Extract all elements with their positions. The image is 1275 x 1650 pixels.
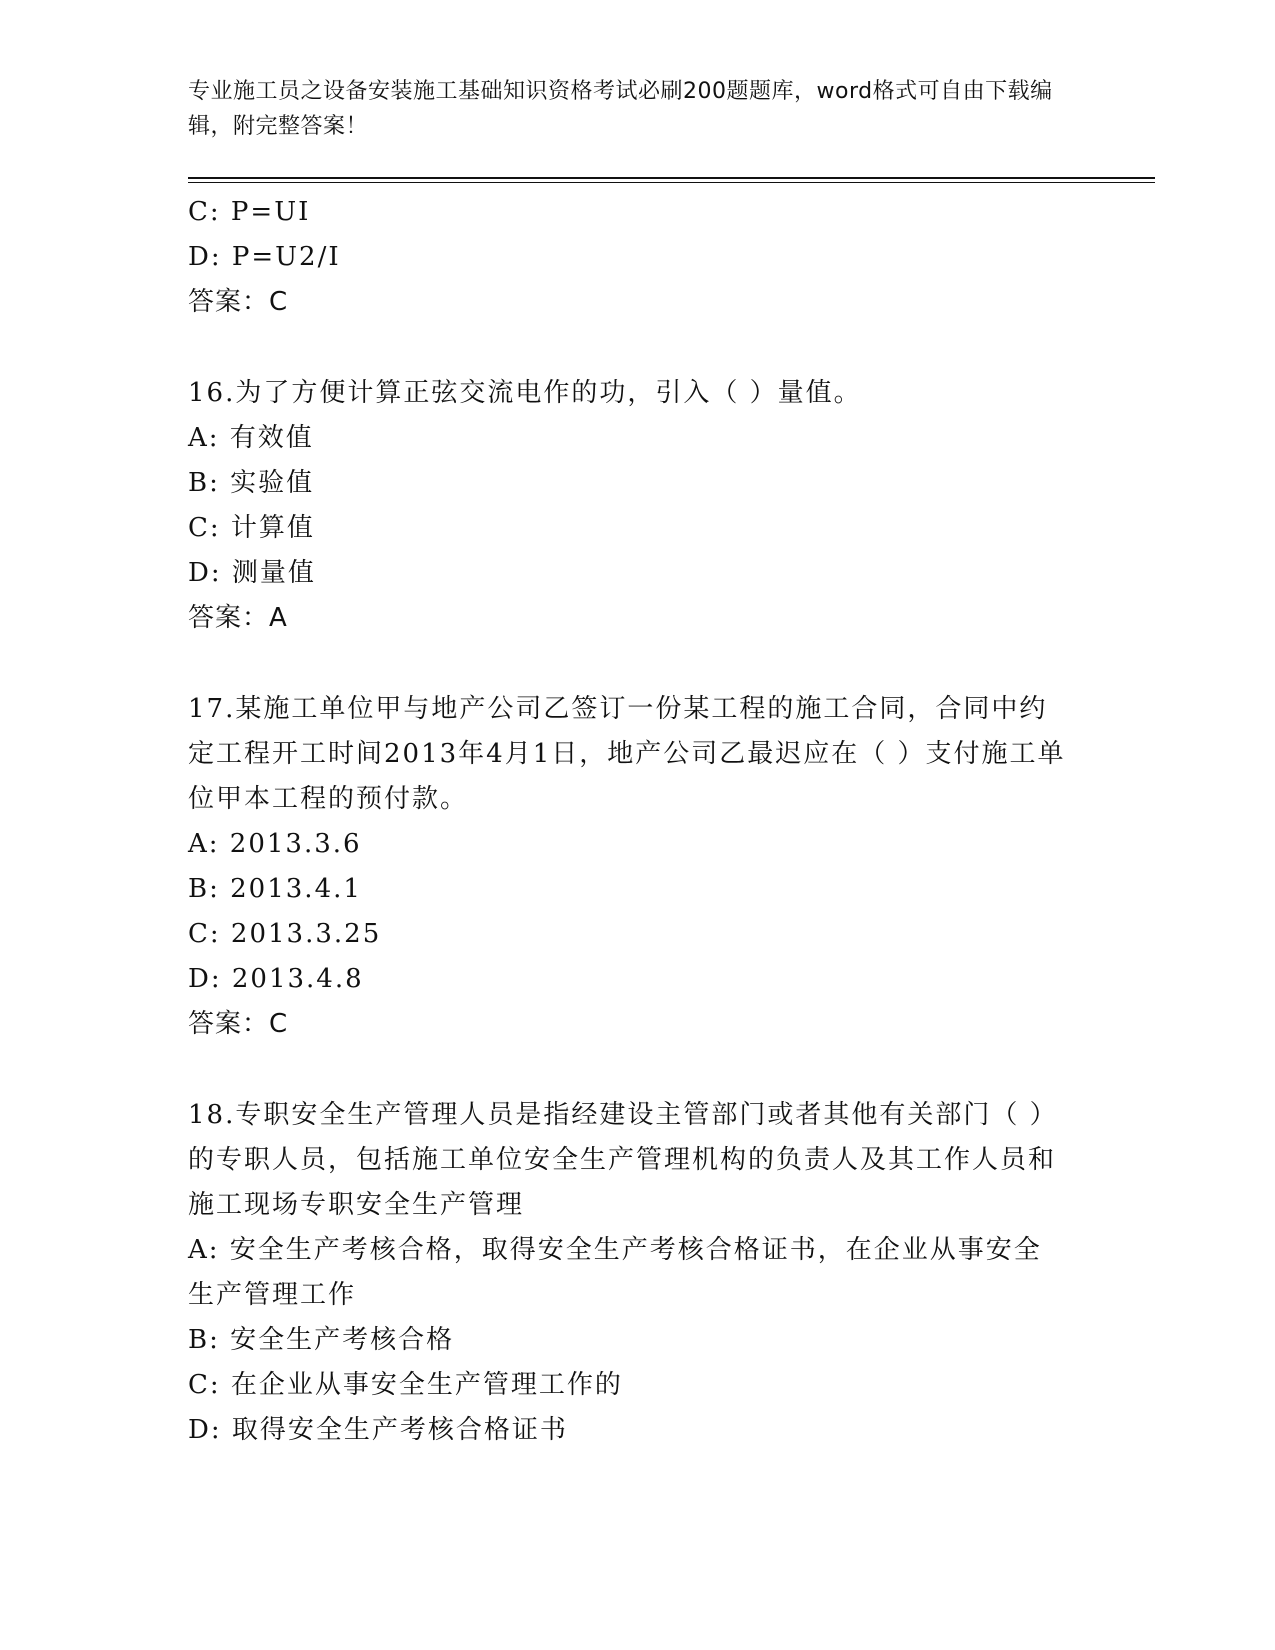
option-b: B: 实验值: [188, 468, 315, 498]
option-b: B: 2013.4.1: [188, 874, 362, 904]
option-c: C: 计算值: [188, 513, 315, 543]
document-body: [188, 190, 1088, 1453]
option-a: A: 安全生产考核合格，取得安全生产考核合格证书，在企业从事安全生产管理工作: [188, 1235, 1042, 1310]
answer: 答案：A: [188, 603, 288, 633]
question-text: 18.专职安全生产管理人员是指经建设主管部门或者其他有关部门（ ）的专职人员，包括施工单位安全生产管理机构的负责人及其工作人员和施工现场专职安全生产管理: [188, 1100, 1058, 1220]
option-d: D: 取得安全生产考核合格证书: [188, 1415, 568, 1445]
option-c: C: P=UI: [188, 197, 311, 227]
option-d: D: 测量值: [188, 558, 316, 588]
option-c: C: 在企业从事安全生产管理工作的: [188, 1370, 623, 1400]
option-d: D: P=U2/I: [188, 242, 341, 272]
question-15-tail: [188, 190, 1088, 325]
question-text: 16.为了方便计算正弦交流电作的功，引入（ ）量值。: [188, 378, 862, 408]
option-a: A: 2013.3.6: [188, 829, 362, 859]
spacer: [188, 641, 1088, 687]
option-b: B: 安全生产考核合格: [188, 1325, 455, 1355]
option-a: A: 有效值: [188, 423, 314, 453]
question-text: 17.某施工单位甲与地产公司乙签订一份某工程的施工合同，合同中约定工程开工时间2013年4月1日，地产公司乙最迟应在（ ）支付施工单位甲本工程的预付款。: [188, 694, 1066, 814]
document-header: 专业施工员之设备安装施工基础知识资格考试必刷200题题库，word格式可自由下载编辑，附完整答案！: [188, 79, 1053, 139]
header-divider-thin: [188, 182, 1155, 183]
answer: 答案：C: [188, 1009, 289, 1039]
spacer: [188, 1047, 1088, 1093]
question-17: [188, 687, 1088, 1047]
option-c: C: 2013.3.25: [188, 919, 382, 949]
option-d: D: 2013.4.8: [188, 964, 364, 994]
header-divider-thick: [188, 177, 1155, 179]
answer: 答案：C: [188, 287, 289, 317]
question-16: [188, 371, 1088, 641]
question-18: [188, 1093, 1088, 1453]
spacer: [188, 325, 1088, 371]
